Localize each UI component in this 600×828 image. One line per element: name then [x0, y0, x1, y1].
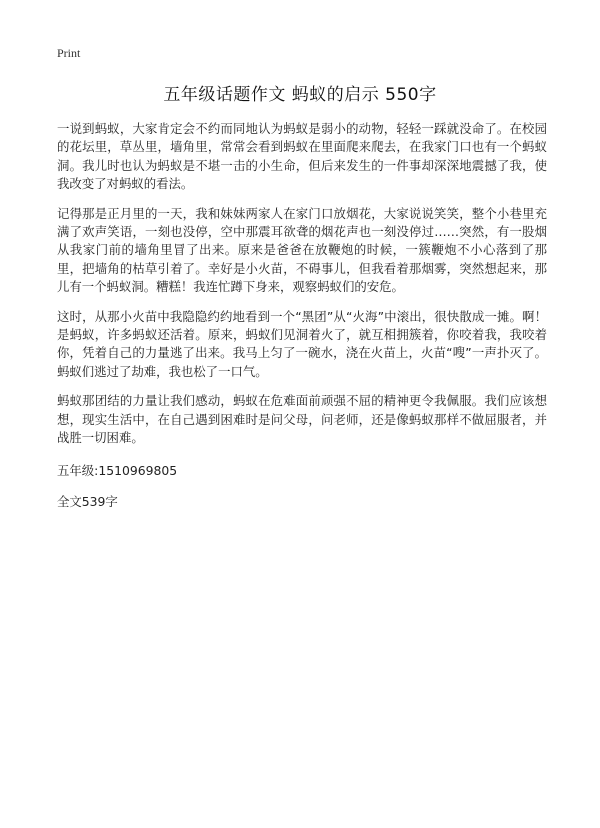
page-title: 五年级话题作文 蚂蚁的启示 550字 — [163, 85, 437, 105]
article-paragraph-4: 蚂蚁那团结的力量让我们感动，蚂蚁在危难面前顽强不屈的精神更令我佩服。我们应该想想，现实生活中，在自己遇到困难时是问父母，问老师，还是像蚂蚁那样不做屈服者，并战胜一切困难。 — [57, 393, 547, 446]
print-link[interactable]: Print — [57, 46, 81, 60]
article-paragraph-2: 记得那是正月里的一天，我和妹妹两家人在家门口放烟花，大家说说笑笑，整个小巷里充满了欢声笑语，一刻也没停，空中那震耳欲聋的烟花声也一刻没停过……突然，有一股烟从我家门前的墙角里冒了出来。原来是爸爸在放鞭炮的时候，一簇鞭炮不小心落到了那里，把墙角的枯草引着了。幸好是小火苗，不碍事儿，但我看着那烟雾，突然想起来，那儿有一个蚂蚁洞。糟糕！我连忙蹲下身来，观察蚂蚁们的安危。 — [57, 205, 547, 295]
article-paragraph-3: 这时，从那小火苗中我隐隐约约地看到一个“黑团”从“火海”中滚出，很快散成一摊。啊！是蚂蚁，许多蚂蚁还活着。原来，蚂蚁们见洞着火了，就互相拥簇着，你咬着我，我咬着你，凭着自己的力量逃了出来。我马上匀了一碗水，浇在火苗上，火苗“嗖”一声扑灭了。蚂蚁们逃过了劫难，我也松了一口气。 — [57, 308, 547, 379]
article-paragraph-1: 一说到蚂蚁，大家肯定会不约而同地认为蚂蚁是弱小的动物，轻轻一踩就没命了。在校园的花坛里，草丛里，墙角里，常常会看到蚂蚁在里面爬来爬去，在我家门口也有一个蚂蚁洞。我儿时也认为蚂蚁是不堪一击的小生命，但后来发生的一件事却深深地震撼了我，使我改变了对蚂蚁的看法。 — [57, 121, 547, 192]
word-count-line: 全文539字 — [57, 493, 118, 509]
grade-id-line: 五年级:1510969805 — [57, 462, 178, 478]
article-body — [57, 120, 547, 511]
